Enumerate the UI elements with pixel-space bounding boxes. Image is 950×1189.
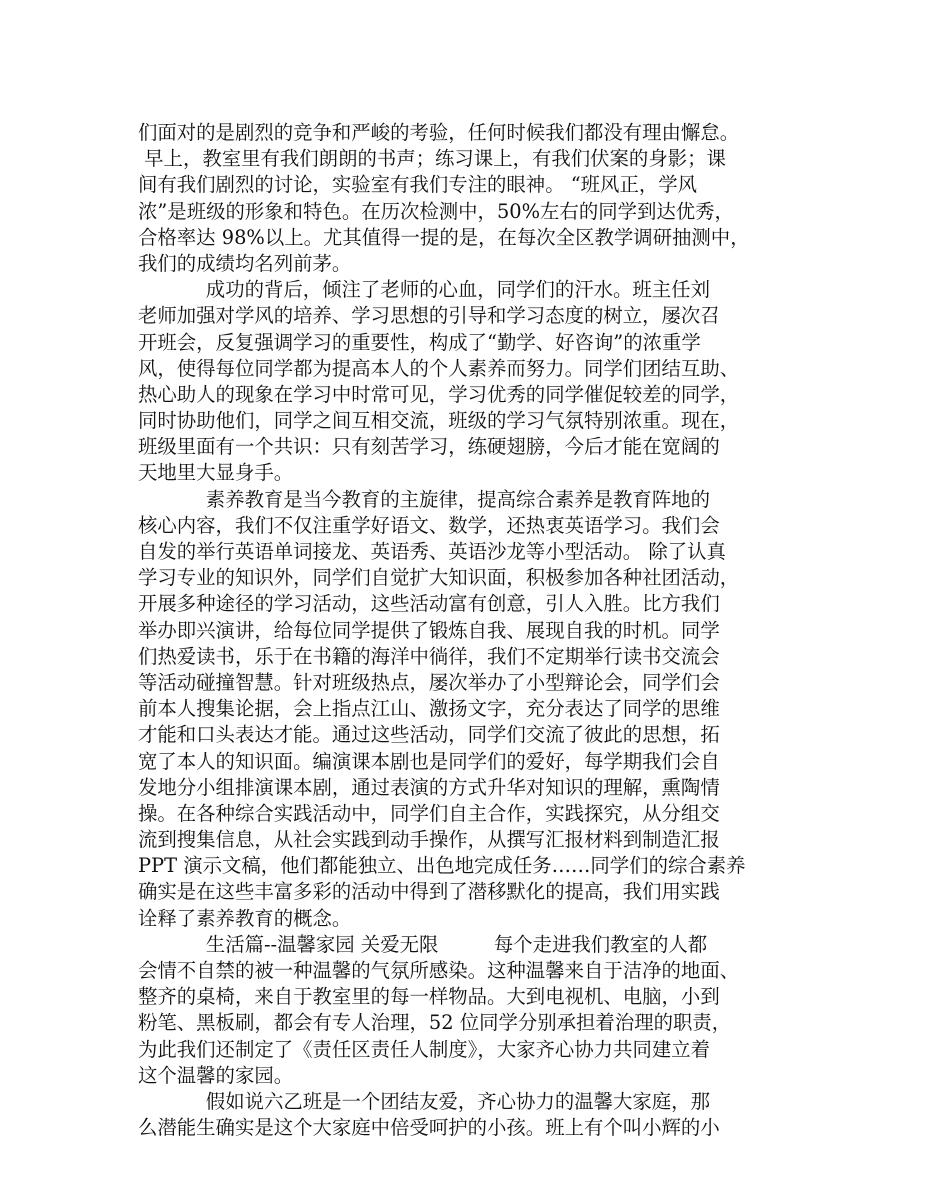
- text-line: 同时协助他们，同学之间互相交流，班级的学习气氛特别浓重。现在，: [138, 409, 740, 433]
- text-line: 会情不自禁的被一种温馨的气氛所感染。这种温馨来自于洁净的地面、: [138, 959, 740, 982]
- text-line: 宽了本人的知识面。编演课本剧也是同学们的爱好，每学期我们会自: [138, 749, 720, 773]
- text-line: 假如说六乙班是一个团结友爱，齐心协力的温馨大家庭，那: [138, 1089, 710, 1113]
- text-line: 成功的背后，倾注了老师的心血，同学们的汗水。班主任刘: [138, 278, 710, 302]
- text-line: 前本人搜集论据，会上指点江山、激扬文字，充分表达了同学的思维: [138, 697, 720, 721]
- text-line: 流到搜集信息，从社会实践到动手操作，从撰写汇报材料到制造汇报: [138, 828, 720, 852]
- text-line: 自发的举行英语单词接龙、英语秀、英语沙龙等小型活动。 除了认真: [138, 540, 726, 563]
- text-line: 天地里大显身手。: [138, 461, 294, 485]
- text-line: 早上，教室里有我们朗朗的书声；练习课上，有我们伏案的身影；课: [138, 147, 726, 171]
- body-text: [138, 120, 818, 1141]
- text-line: 学习专业的知识外，同学们自觉扩大知识面，积极参加各种社团活动，: [138, 566, 740, 590]
- text-line: 确实是在这些丰富多彩的活动中得到了潜移默化的提高，我们用实践: [138, 880, 720, 904]
- text-line: 们面对的是剧烈的竞争和严峻的考验，任何时候我们都没有理由懈怠。: [138, 121, 740, 144]
- text-line: 素养教育是当今教育的主旋律，提高综合素养是教育阵地的: [138, 487, 710, 511]
- text-line: 为此我们还制定了《责任区责任人制度》，大家齐心协力共同建立着: [138, 1037, 711, 1061]
- text-line: 操。在各种综合实践活动中，同学们自主合作，实践探究，从分组交: [138, 801, 720, 825]
- text-line: 间有我们剧烈的讨论，实验室有我们专注的眼神。 “班风正，学风: [138, 173, 698, 197]
- text-line: 核心内容，我们不仅注重学好语文、数学，还热衷英语学习。我们会: [138, 513, 720, 537]
- text-line: 粉笔、黑板刷，都会有专人治理，52 位同学分别承担着治理的职责，: [138, 1011, 732, 1035]
- text-line: 这个温馨的家园。: [138, 1063, 294, 1087]
- text-line: 举办即兴演讲，给每位同学提供了锻炼自我、展现自我的时机。同学: [138, 618, 720, 642]
- text-line: 等活动碰撞智慧。针对班级热点，屡次举办了小型辩论会，同学们会: [138, 670, 720, 694]
- text-line: 合格率达 98%以上。尤其值得一提的是，在每次全区教学调研抽测中，: [138, 225, 750, 249]
- text-line: 开展多种途径的学习活动，这些活动富有创意，引人入胜。比方我们: [138, 592, 720, 616]
- text-line: 生活篇--温馨家园 关爱无限 每个走进我们教室的人都: [138, 932, 708, 956]
- text-line: 整齐的桌椅，来自于教室里的每一样物品。大到电视机、电脑，小到: [138, 985, 720, 1009]
- text-line: 开班会，反复强调学习的重要性，构成了“勤学、好咨询”的浓重学: [138, 330, 701, 354]
- text-line: 们热爱读书，乐于在书籍的海洋中徜徉，我们不定期举行读书交流会: [138, 644, 720, 668]
- text-line: 我们的成绩均名列前茅。: [138, 251, 352, 275]
- text-line: 诠释了素养教育的概念。: [138, 906, 352, 930]
- text-line: 么潜能生确实是这个大家庭中倍受呵护的小孩。班上有个叫小辉的小: [138, 1116, 720, 1140]
- text-line: 浓”是班级的形象和特色。在历次检测中，50%左右的同学到达优秀，: [138, 199, 734, 223]
- text-line: 班级里面有一个共识：只有刻苦学习，练硬翅膀，今后才能在宽阔的: [138, 435, 720, 459]
- text-line: 热心助人的现象在学习中时常可见，学习优秀的同学催促较差的同学，: [138, 382, 740, 406]
- text-line: 风，使得每位同学都为提高本人的个人素养而努力。同学们团结互助、: [138, 356, 740, 380]
- text-line: 老师加强对学风的培养、学习思想的引导和学习态度的树立，屡次召: [138, 304, 720, 328]
- text-line: 发地分小组排演课本剧，通过表演的方式升华对知识的理解，熏陶情: [138, 775, 720, 799]
- text-line: 才能和口头表达才能。通过这些活动，同学们交流了彼此的思想，拓: [138, 723, 720, 747]
- text-line: PPT 演示文稿，他们都能独立、出色地完成任务……同学们的综合素养: [138, 854, 746, 878]
